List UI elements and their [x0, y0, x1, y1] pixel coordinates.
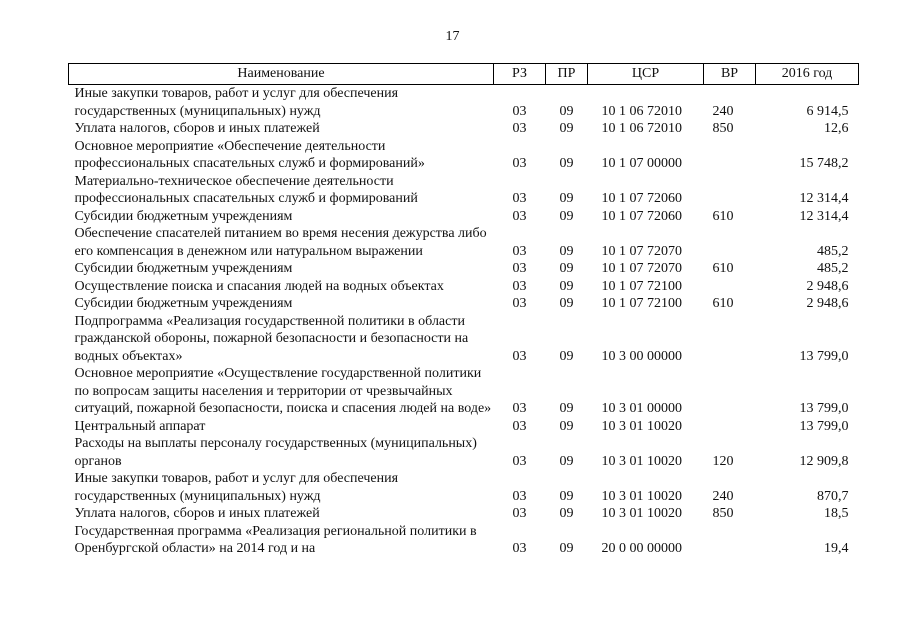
row-rz: 03 — [512, 541, 527, 556]
row-vr — [704, 173, 756, 208]
header-rz: РЗ — [494, 64, 546, 85]
row-rz: 03 — [512, 418, 527, 434]
row-csr: 20 0 00 00000 — [601, 541, 682, 556]
row-rz: 03 — [512, 156, 527, 171]
row-amount: 12 909,8 — [799, 453, 849, 469]
row-csr: 10 1 07 72060 — [601, 208, 682, 224]
header-name: Наименование — [69, 64, 494, 85]
row-amount: 485,2 — [817, 261, 849, 276]
row-amount: 12 314,4 — [799, 208, 849, 224]
row-name: Субсидии бюджетным учреждениям — [74, 261, 293, 276]
table-row — [69, 173, 859, 208]
row-csr: 10 1 06 72010 — [601, 103, 682, 119]
row-rz: 03 — [512, 261, 527, 276]
row-vr: 120 — [712, 453, 734, 469]
row-rz: 03 — [512, 243, 527, 259]
table-row — [69, 470, 859, 505]
row-csr: 10 1 07 00000 — [601, 156, 682, 171]
row-rz: 03 — [512, 278, 527, 294]
row-vr: 610 — [712, 261, 734, 276]
table-header-row — [69, 64, 859, 85]
table-row — [69, 418, 859, 436]
row-vr — [704, 138, 756, 173]
row-amount: 6 914,5 — [806, 103, 849, 119]
row-name: Подпрограмма «Реализация государственной политики в области гражданской обороны, пожарной безопасности и безопасности на водных объектах» — [74, 313, 469, 364]
row-rz: 03 — [512, 488, 527, 504]
row-csr: 10 1 07 72070 — [601, 261, 682, 276]
table-row — [69, 313, 859, 366]
row-name: Уплата налогов, сборов и иных платежей — [74, 121, 320, 136]
table-body — [69, 85, 859, 558]
page-number: 17 — [445, 29, 460, 44]
row-pr: 09 — [559, 506, 574, 521]
row-csr: 10 3 01 10020 — [601, 488, 682, 504]
table-row — [69, 260, 859, 278]
table-row — [69, 278, 859, 296]
table-row — [69, 208, 859, 226]
header-vr: ВР — [704, 64, 756, 85]
row-name: Расходы на выплаты персоналу государственных (муниципальных) органов — [74, 436, 477, 469]
row-csr: 10 1 07 72070 — [601, 243, 682, 259]
row-pr: 09 — [559, 296, 574, 311]
row-csr: 10 1 06 72010 — [601, 121, 682, 136]
row-amount: 15 748,2 — [799, 156, 849, 171]
row-csr: 10 3 01 10020 — [601, 453, 682, 469]
row-amount: 13 799,0 — [799, 348, 849, 364]
table-row — [69, 523, 859, 558]
row-pr: 09 — [559, 401, 574, 416]
row-name: Центральный аппарат — [74, 418, 206, 434]
row-amount: 12,6 — [824, 121, 849, 136]
row-vr — [704, 313, 756, 366]
row-rz: 03 — [512, 208, 527, 224]
row-rz: 03 — [512, 191, 527, 206]
row-rz: 03 — [512, 401, 527, 416]
row-rz: 03 — [512, 453, 527, 469]
row-rz: 03 — [512, 121, 527, 136]
budget-table — [68, 63, 859, 558]
row-pr: 09 — [559, 488, 574, 504]
row-csr: 10 1 07 72060 — [601, 191, 682, 206]
row-vr — [704, 278, 756, 296]
row-vr: 240 — [712, 488, 734, 504]
row-amount: 18,5 — [824, 506, 849, 521]
row-pr: 09 — [559, 278, 574, 294]
table-row — [69, 435, 859, 470]
row-name: Иные закупки товаров, работ и услуг для обеспечения государственных (муниципальных) нужд — [74, 86, 399, 119]
row-csr: 10 1 07 72100 — [601, 278, 682, 294]
row-rz: 03 — [512, 348, 527, 364]
row-pr: 09 — [559, 156, 574, 171]
table-row — [69, 85, 859, 121]
row-pr: 09 — [559, 453, 574, 469]
row-pr: 09 — [559, 418, 574, 434]
row-amount: 19,4 — [824, 541, 849, 556]
table-row — [69, 225, 859, 260]
row-pr: 09 — [559, 541, 574, 556]
row-pr: 09 — [559, 121, 574, 136]
row-amount: 13 799,0 — [799, 401, 849, 416]
row-vr — [704, 225, 756, 260]
row-name: Иные закупки товаров, работ и услуг для обеспечения государственных (муниципальных) нужд — [74, 471, 399, 504]
header-pr: ПР — [546, 64, 588, 85]
row-rz: 03 — [512, 103, 527, 119]
row-amount: 2 948,6 — [806, 278, 849, 294]
row-pr: 09 — [559, 103, 574, 119]
row-vr — [704, 523, 756, 558]
row-amount: 485,2 — [817, 243, 849, 259]
row-rz: 03 — [512, 506, 527, 521]
row-name: Основное мероприятие «Обеспечение деятельности профессиональных спасательных служб и формирований» — [74, 138, 425, 171]
table-row — [69, 505, 859, 523]
row-name: Субсидии бюджетным учреждениям — [74, 296, 293, 311]
row-vr: 610 — [712, 296, 734, 311]
row-amount: 12 314,4 — [799, 191, 849, 206]
row-name: Обеспечение спасателей питанием во время несения дежурства либо его компенсация в денежном или натуральном выражении — [74, 226, 487, 259]
row-amount: 2 948,6 — [806, 296, 849, 311]
row-vr — [704, 418, 756, 436]
row-pr: 09 — [559, 208, 574, 224]
row-vr: 850 — [712, 121, 734, 136]
table-row — [69, 295, 859, 313]
header-year: 2016 год — [756, 64, 859, 85]
header-csr: ЦСР — [588, 64, 704, 85]
row-csr: 10 3 01 10020 — [601, 506, 682, 521]
row-csr: 10 3 00 00000 — [601, 348, 682, 364]
row-name: Государственная программа «Реализация региональной политики в Оренбургской области» на 2014 год и на — [74, 523, 477, 556]
row-csr: 10 3 01 00000 — [601, 401, 682, 416]
row-pr: 09 — [559, 261, 574, 276]
table-row — [69, 365, 859, 418]
row-name: Осуществление поиска и спасания людей на водных объектах — [74, 278, 444, 294]
row-name: Субсидии бюджетным учреждениям — [74, 208, 293, 224]
row-amount: 870,7 — [817, 488, 849, 504]
row-csr: 10 3 01 10020 — [601, 418, 682, 434]
row-amount: 13 799,0 — [799, 418, 849, 434]
table-row — [69, 120, 859, 138]
row-vr: 610 — [712, 208, 734, 224]
row-rz: 03 — [512, 296, 527, 311]
row-vr: 240 — [712, 103, 734, 119]
row-name: Основное мероприятие «Осуществление государственной политики по вопросам защиты населения и территории от чрезвычайных ситуаций, пожарной безопасности, поиска и спасения людей на воде» — [74, 366, 492, 416]
row-name: Материально-техническое обеспечение деятельности профессиональных спасательных служб и формирований — [74, 173, 418, 206]
row-vr: 850 — [712, 506, 734, 521]
row-name: Уплата налогов, сборов и иных платежей — [74, 506, 320, 521]
row-vr — [704, 365, 756, 418]
table-row — [69, 138, 859, 173]
row-pr: 09 — [559, 191, 574, 206]
row-csr: 10 1 07 72100 — [601, 296, 682, 311]
row-pr: 09 — [559, 348, 574, 364]
row-pr: 09 — [559, 243, 574, 259]
